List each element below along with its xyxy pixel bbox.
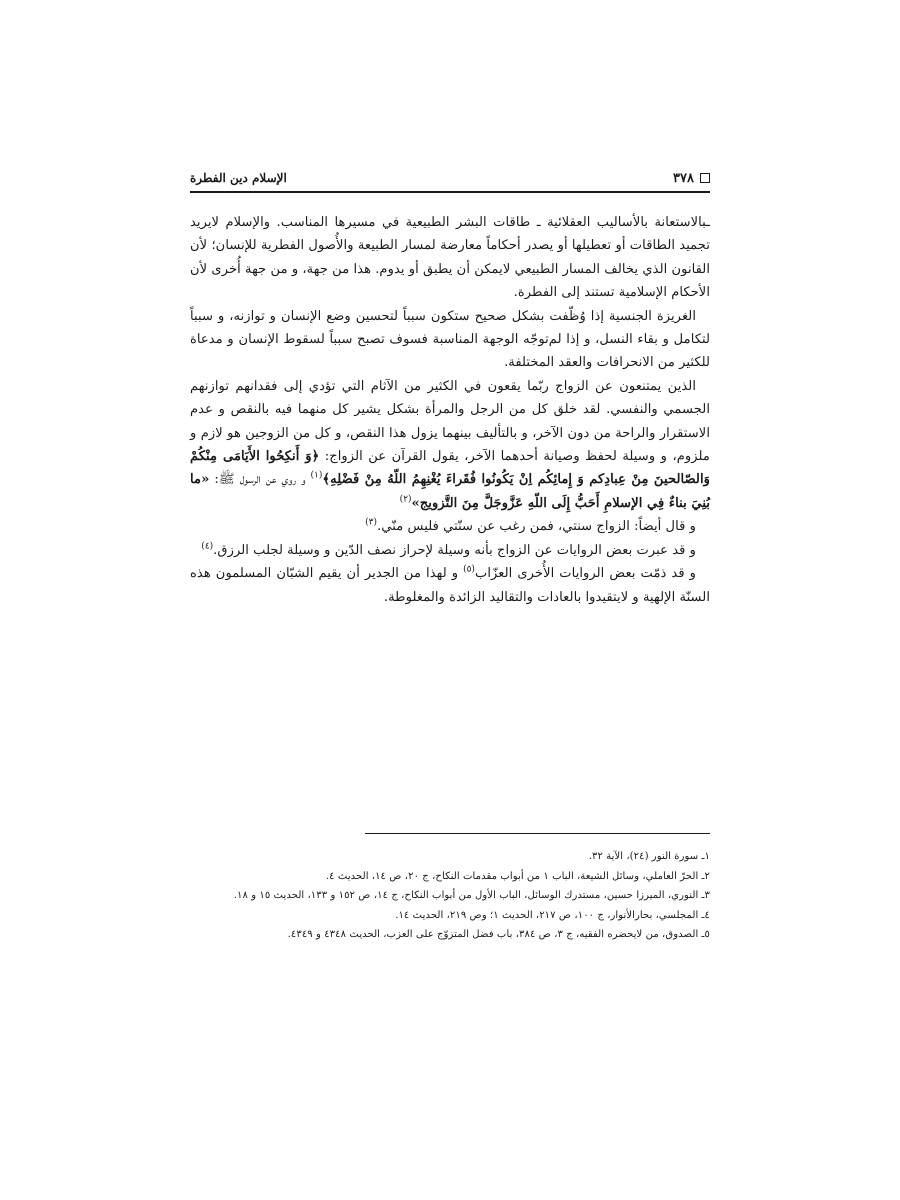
paragraph-3-rasul: و روي عن الرسول ﷺ: [209, 472, 311, 488]
footnote-divider [365, 833, 710, 834]
footnote-item: ٤ـ المجلسي، بحارالأنوار، ج ١٠٠، ص ٢١٧، الحديث ١؛ وص ٢١٩، الحديث ١٤. [395, 909, 710, 921]
paragraph-3 [190, 375, 710, 515]
page-header [190, 165, 710, 191]
footnote-item: ٥ـ الصدوق، من لايحضره الفقيه، ج ٣، ص ٣٨٤، باب فضل المتزوّج على العزب، الحديث ٤٣٤٨ و ٤٣٤٩. [287, 929, 710, 940]
paragraph-1: ـبالاستعانة بالأساليب العقلائية ـ طاقات البشر الطبيعية في مسيرها المناسب. والإسلام لايريد تجميد الطاقات أو تعطيلها أو يصدر أحكاماً معارضة لمسار الطبيعة والأُصول الفطرية للإنسان؛ لأن القانون الذي يخالف المسار الطبيعي لايمكن أن يطبق أو يدوم. هذا من جهة، و من جهة أُخرى لأن الأحكام الإسلامية تستند إلى الفطرة. [190, 215, 710, 301]
footnote-ref-2[interactable]: (٢) [399, 494, 412, 505]
main-text [190, 211, 710, 609]
square-bullet-icon [700, 173, 710, 183]
paragraph-4 [190, 515, 710, 538]
paragraph-5 [190, 539, 710, 562]
footnote-item: ٢ـ الحرّ العاملي، وسائل الشيعة، الباب ١ من أبواب مقدمات النكاح، ج ٢٠، ص ١٤، الحديث ٤. [325, 870, 710, 882]
book-title: الإسلام دين الفطرة [190, 171, 287, 185]
page-number-group [673, 171, 710, 186]
paragraph-5-text: و قد عبرت بعض الروايات عن الزواج بأنه وسيلة لإحراز نصف الدّين و وسيلة لجلب الرزق. [213, 542, 696, 558]
footnote-item: ١ـ سورة النور (٢٤)، الآية ٣٢. [588, 851, 710, 862]
footnote-ref-1[interactable]: (١) [310, 471, 323, 482]
paragraph-6-text-a: و قد ذمّت بعض الروايات الأُخرى العزّاب [474, 566, 696, 582]
footnotes [190, 847, 710, 945]
hadith-quote: «ما بُنِيَ بناءٌ فِي الإسلامِ أَحَبُّ إِلَى اللّهِ عَزَّوجَلَّ مِنَ التَّزويج» [190, 472, 710, 511]
footnote-ref-3[interactable]: (٣) [365, 517, 378, 528]
page-number: ٣٧٨ [673, 170, 694, 186]
header-divider [190, 191, 710, 193]
book-page [190, 165, 710, 940]
footnote-ref-5[interactable]: (٥) [463, 564, 475, 575]
paragraph-3-intro: الذين يمتنعون عن الزواج ربّما يقعون في الكثير من الآثام التي تؤدي إلى فقدانهم توازنهم الجسمي والنفسي. لقد خلق كل من الرجل والمرأة بشكل يشير كل منهما فيه بالنقص و عدم الاستقرار والراحة من دون الآخر، و بالتأليف بينهما يزول هذا النقص، و كل من الزوجين هو لازم و ملزوم، و وسيلة لحفظ وصيانة أحدهما الآخر، يقول القرآن عن الزواج: [190, 378, 710, 465]
paragraph-6-text-b: و لهذا من الجدير أن يقيم الشبّان المسلمون هذه السنّة الإلهية و لايتقيدوا بالعادات والتقاليد الزائدة والمغلوطة. [190, 566, 710, 605]
paragraph-6 [190, 562, 710, 609]
quran-verse: ﴿وَ أَنكِحُوا الأَيَامَى مِنْكُمْ وَالصّالحينَ مِنْ عِبادِكم وَ إِمائِكُم اِنْ يَكُونُوا فُقَراءَ يُغْنِهِمُ اللّهُ مِنْ فَضْلِهِ﴾ [190, 449, 710, 488]
paragraph-4-text: و قال أيضاً: الزواج سنتي، فمن رغب عن سنّتي فليس منّي. [377, 519, 696, 535]
footnote-item: ٣ـ النوري، الميرزا حسين، مستدرك الوسائل، الباب الأول من أبواب النكاح، ج ١٤، ص ١٥٢ و ١٣٣، الحديث ١٥ و ١٨. [233, 890, 710, 901]
paragraph-2: الغريزة الجنسية إذا وُظّفت بشكل صحيح ستكون سبباً لتحسين وضع الإنسان و توازنه، و سبباً لتكامل و بقاء النسل، و إذا لم‌توجّه الوجهة المناسبة فسوف تصبح سبباً لسقوط الإنسان و مدعاة للكثير من الانحرافات والعقد المختلفة. [190, 308, 710, 371]
footnote-ref-4[interactable]: (٤) [201, 541, 214, 552]
